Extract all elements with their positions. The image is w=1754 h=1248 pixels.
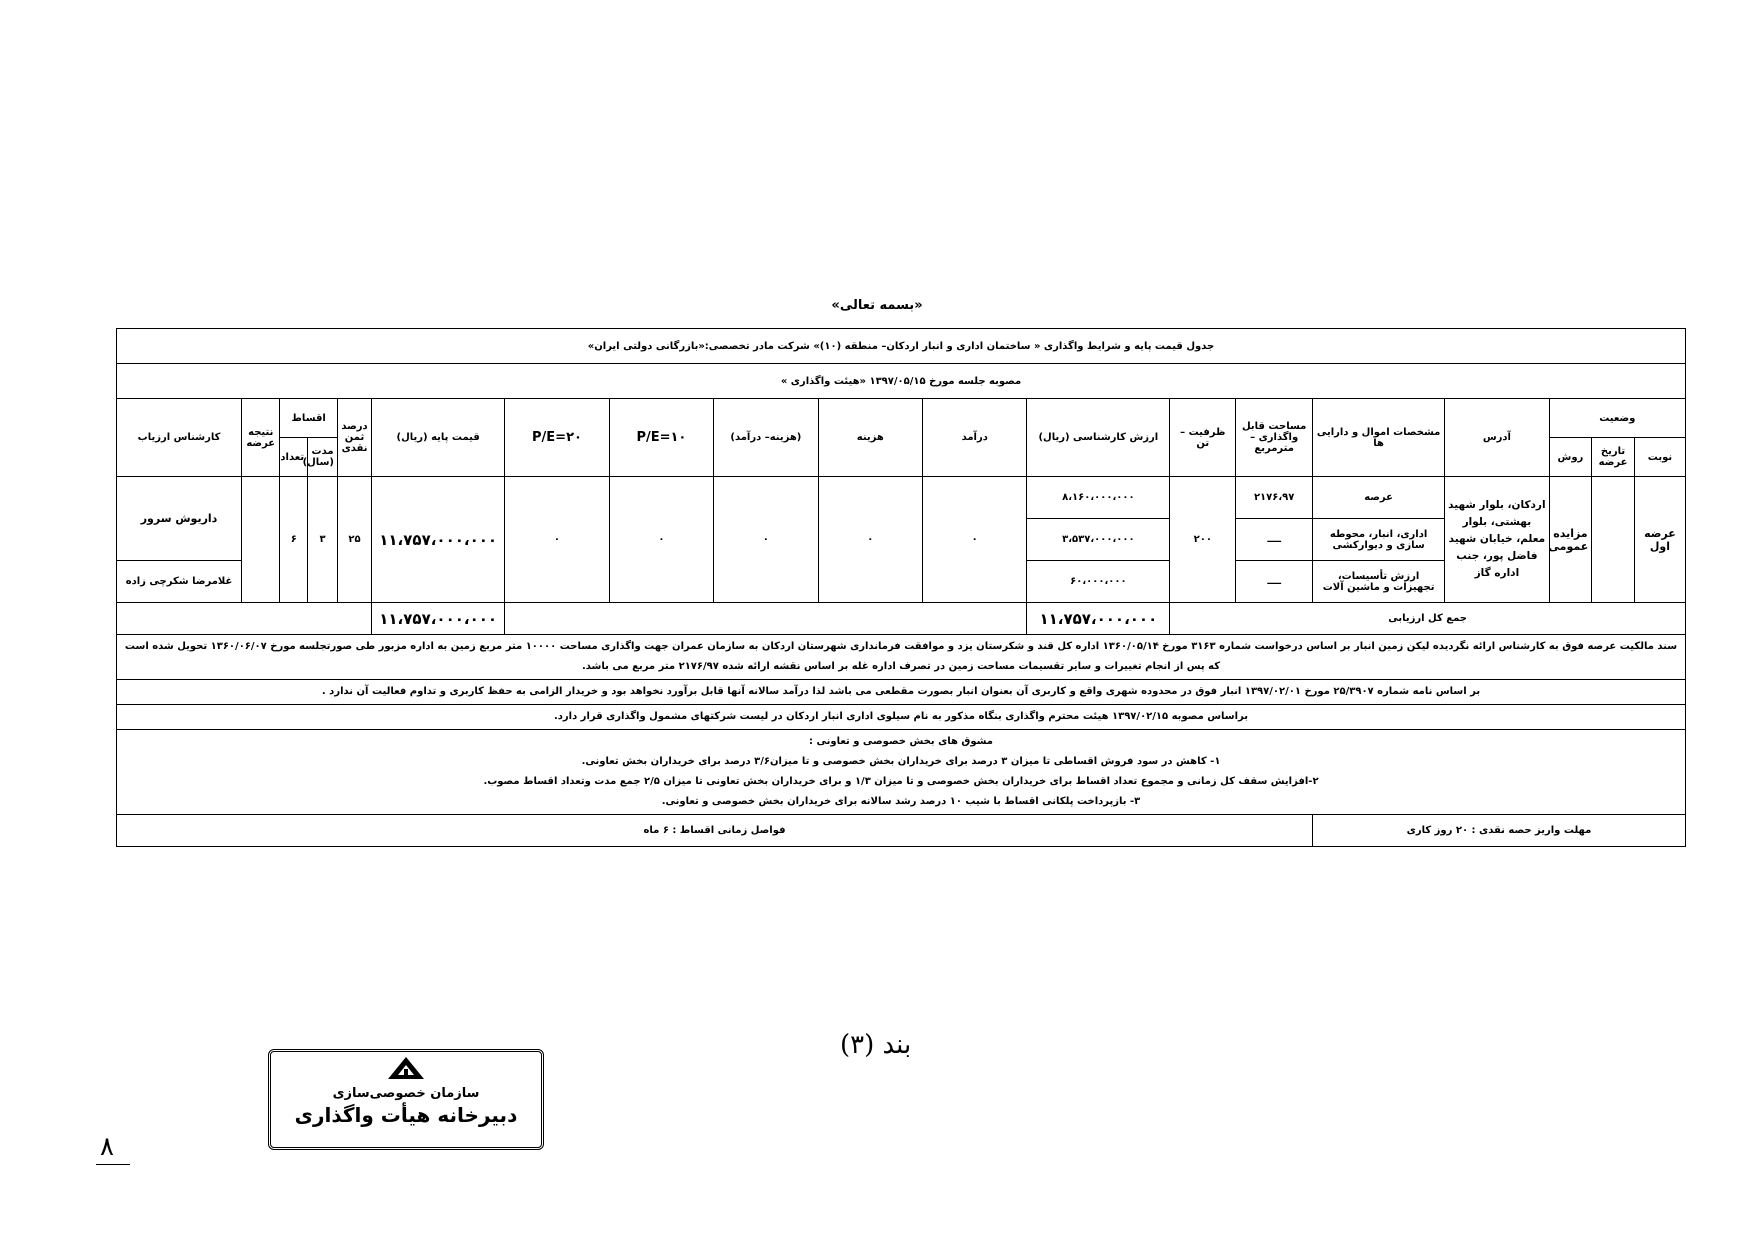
cell-asset-spec-1: اداری، انبار، محوطه سازی و دیوارکشی: [1313, 519, 1445, 561]
cell-offer-date: [1592, 477, 1635, 603]
cell-appraiser-0: داریوش سرور: [117, 477, 242, 561]
base-price-table: [116, 328, 1686, 847]
organization-stamp: [268, 1049, 544, 1150]
cell-method: مزایده عمومی: [1549, 477, 1592, 603]
cell-asset-spec-0: عرصه: [1313, 477, 1445, 519]
header-offer-result: نتیجه عرضه: [242, 399, 280, 477]
cell-area-0: ۲۱۷۶،۹۷: [1236, 477, 1313, 519]
cell-offer-result: [242, 477, 280, 603]
header-method: روش: [1549, 438, 1592, 477]
incentive-item: ۲-افزایش سقف کل زمانی و مجموع تعداد اقساط برای خریداران بخش خصوصی و تا میزان ۱/۳ و برای خریداران بخش تعاونی تا میزان ۲/۵ جمع مدت وتعداد اقساط مصوب.: [483, 776, 1319, 787]
table-title: جدول قیمت پایه و شرایط واگذاری « ساختمان اداری و انبار اردکان– منطقه (۱۰)» شرکت مادر تخصصی:«بازرگانی دولتی ایران»: [117, 329, 1686, 364]
note-ownership: سند مالکیت عرصه فوق به کارشناس ارائه نگردیده لیکن زمین انبار بر اساس درخواست شماره ۳۱۶۳ مورخ ۱۳۶۰/۰۵/۱۴ اداره کل قند و شکرستان یزد و موافقت فرمانداری شهرستان اردکان به سازمان عمران جهت واگذاری مساحت ۱۰۰۰۰ متر مربع زمین به اداره مزبور طی صورتجلسه مورخ ۱۳۶۰/۰۶/۰۷ تحویل شده است که پس از انجام تغییرات و سایر تقسیمات مساحت زمین در تصرف اداره غله بر اساس نقشه ارائه شده ۲۱۷۶/۹۷ متر مربع می باشد.: [117, 635, 1686, 680]
cell-value-2: ۶۰،۰۰۰،۰۰۰: [1027, 561, 1170, 603]
header-base-price: قیمت پایه (ریال): [372, 399, 505, 477]
header-status: وضعیت: [1549, 399, 1685, 438]
totals-blank-end: [117, 603, 372, 635]
cell-pe10: ۰: [609, 477, 713, 603]
cell-asset-spec-2: ارزش تأسیسات، تجهیزات و ماشین آلات: [1313, 561, 1445, 603]
cell-area-1: ــــ: [1236, 519, 1313, 561]
incentives-title: مشوق های بخش خصوصی و تعاونی :: [809, 736, 993, 747]
cell-cash-percent: ۲۵: [337, 477, 371, 603]
header-address: آدرس: [1445, 399, 1549, 477]
header-round: نوبت: [1634, 438, 1685, 477]
totals-appraisal-value: ۱۱،۷۵۷،۰۰۰،۰۰۰: [1027, 603, 1170, 635]
cell-appraiser-1: غلامرضا شکرچی زاده: [117, 561, 242, 603]
cell-income: ۰: [923, 477, 1027, 603]
item-label: بند (۳): [840, 1030, 912, 1060]
header-duration: مدت (سال): [308, 438, 338, 477]
stamp-org-name: سازمان خصوصی‌سازی: [332, 1086, 480, 1101]
note-letter: بر اساس نامه شماره ۲۵/۳۹۰۷ مورخ ۱۳۹۷/۰۲/۰۱ انبار فوق در محدوده شهری واقع و کاربری آن بعنوان انبار بصورت مقطعی می باشد لذا درآمد سالانه آنها قابل برآورد نخواهد بود و خریدار الزامی به حفظ کاربری و تداوم فعالیت آن ندارد .: [117, 680, 1686, 705]
cell-address: اردکان، بلوار شهید بهشتی، بلوار معلم، خیابان شهید فاضل پور، جنب اداره گاز: [1445, 477, 1549, 603]
totals-label: جمع کل ارزیابی: [1170, 603, 1686, 635]
header-pe20: P/E=۲۰: [505, 399, 609, 477]
cell-base-price: ۱۱،۷۵۷،۰۰۰،۰۰۰: [372, 477, 505, 603]
note-resolution: براساس مصوبه ۱۳۹۷/۰۲/۱۵ هیئت محترم واگذاری بنگاه مذکور به نام سیلوی اداری انبار اردکان در لیست شرکتهای مشمول واگذاری قرار دارد.: [117, 705, 1686, 730]
header-offer-date: تاریخ عرضه: [1592, 438, 1635, 477]
header-appraisal-value: ارزش کارشناسی (ریال): [1027, 399, 1170, 477]
cell-expense: ۰: [818, 477, 922, 603]
table-subtitle: مصوبه جلسه مورخ ۱۳۹۷/۰۵/۱۵ «هیئت واگذاری »: [117, 364, 1686, 399]
cell-count: ۶: [280, 477, 308, 603]
incentive-item: ۱- کاهش در سود فروش اقساطی تا میزان ۳ درصد برای خریداران بخش خصوصی و تا میزان۳/۶ درصد برای خریداران بخش تعاونی.: [581, 756, 1221, 767]
header-appraiser: کارشناس ارزیاب: [117, 399, 242, 477]
cell-round: عرضه اول: [1634, 477, 1685, 603]
totals-blank: [505, 603, 1027, 635]
cell-area-2: ــــ: [1236, 561, 1313, 603]
page-mark: ۸: [100, 1132, 114, 1162]
cell-capacity: ۲۰۰: [1170, 477, 1236, 603]
cell-pe20: ۰: [505, 477, 609, 603]
cell-value-0: ۸،۱۶۰،۰۰۰،۰۰۰: [1027, 477, 1170, 519]
header-expense-income: (هزینه– درآمد): [714, 399, 818, 477]
header-area: مساحت قابل واگذاری – مترمربع: [1236, 399, 1313, 477]
cell-value-1: ۳،۵۳۷،۰۰۰،۰۰۰: [1027, 519, 1170, 561]
incentives-block: [117, 730, 1686, 815]
privatization-logo-icon: [386, 1056, 426, 1080]
cell-expense-income: ۰: [714, 477, 818, 603]
installment-interval: فواصل زمانی اقساط : ۶ ماه: [117, 815, 1313, 847]
header-expense: هزینه: [818, 399, 922, 477]
cash-deadline: مهلت واریز حصه نقدی : ۲۰ روز کاری: [1313, 815, 1686, 847]
header-installments: اقساط: [280, 399, 338, 438]
incentive-item: ۳- بازپرداخت پلکانی اقساط با شیب ۱۰ درصد رشد سالانه برای خریداران بخش خصوصی و تعاونی.: [661, 796, 1141, 807]
header-pe10: P/E=۱۰: [609, 399, 713, 477]
cell-duration: ۳: [308, 477, 338, 603]
stamp-secretariat: دبیرخانه هیأت واگذاری: [294, 1103, 518, 1127]
header-cash-percent: درصد ثمن نقدی: [337, 399, 371, 477]
header-capacity: ظرفیت – تن: [1170, 399, 1236, 477]
header-count: تعداد: [280, 438, 308, 477]
page-mark-underline: [96, 1164, 130, 1165]
totals-base-price: ۱۱،۷۵۷،۰۰۰،۰۰۰: [372, 603, 505, 635]
invocation: «بسمه تعالی»: [831, 298, 923, 313]
header-income: درآمد: [923, 399, 1027, 477]
header-asset-spec: مشخصات اموال و دارایی ها: [1313, 399, 1445, 477]
